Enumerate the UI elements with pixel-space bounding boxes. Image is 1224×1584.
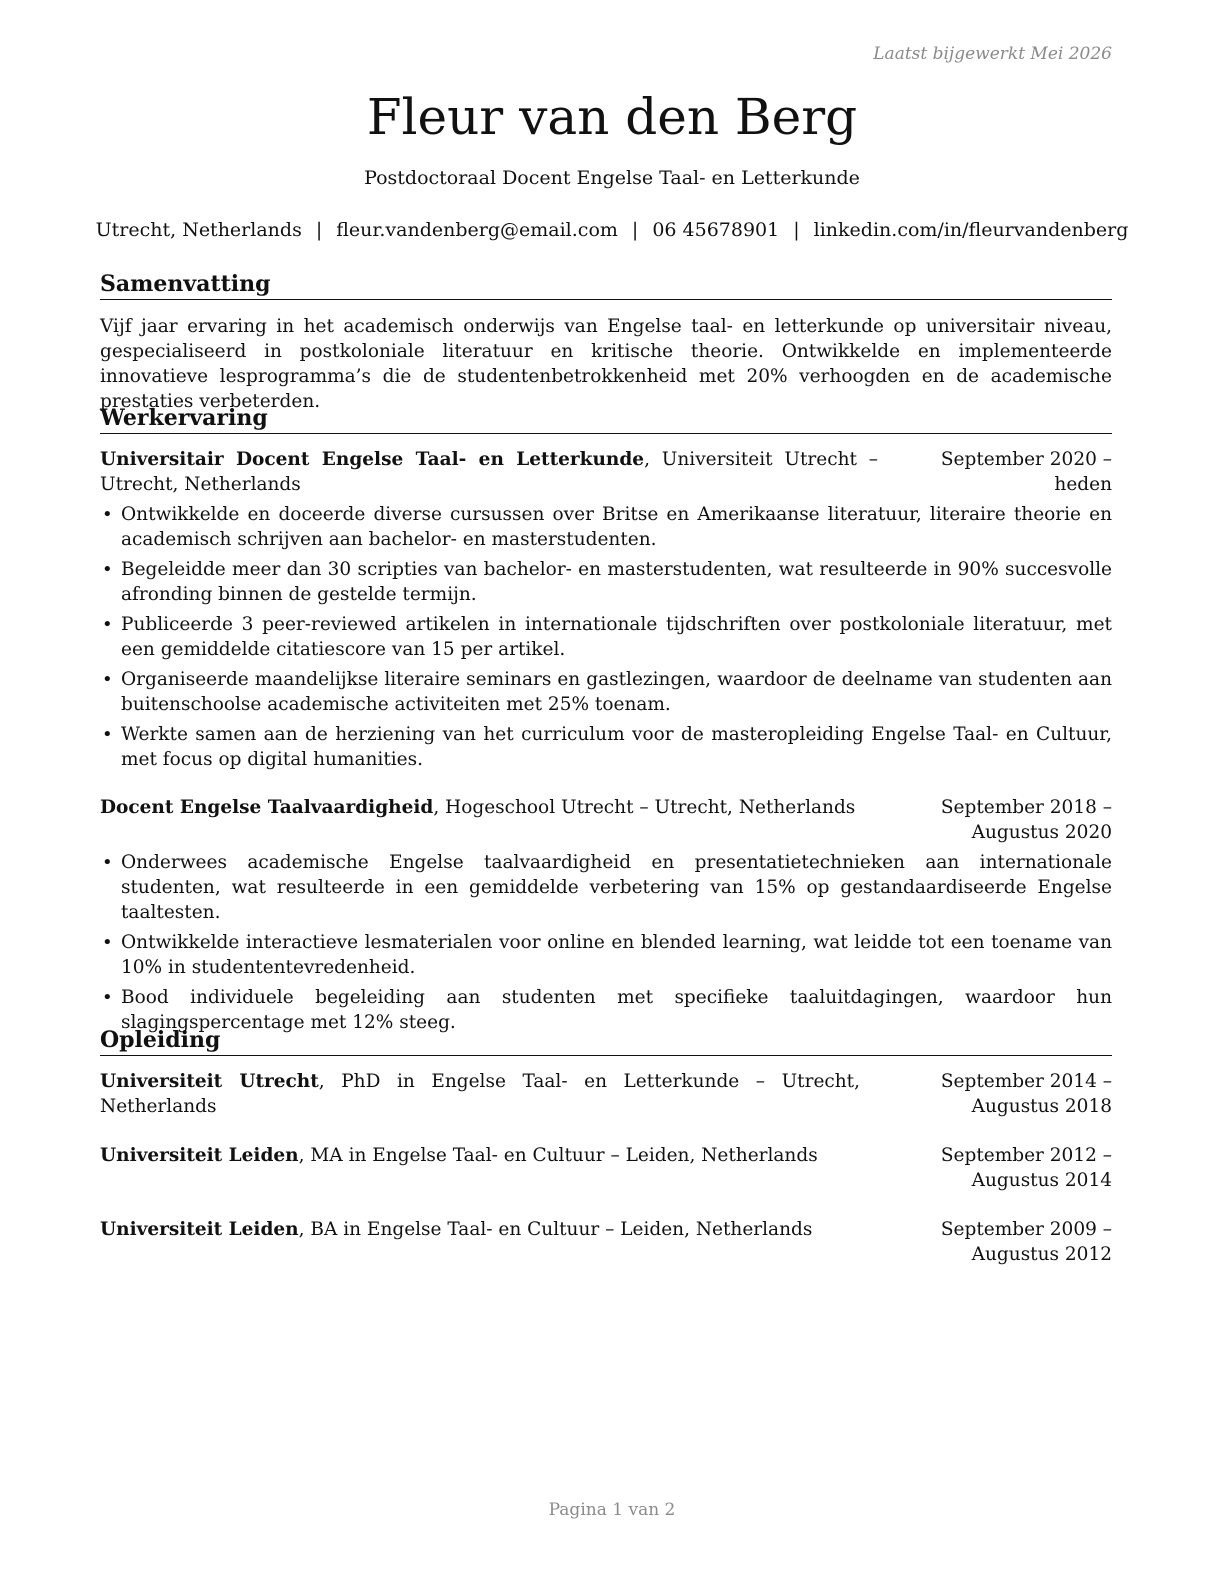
contact-separator: |: [631, 219, 639, 241]
education-entry: [100, 1217, 1112, 1267]
education-school: Universiteit Leiden: [100, 1219, 299, 1240]
job-role: Universitair Docent Engelse Taal- en Letterkunde: [100, 449, 645, 470]
contact-email[interactable]: fleur.vandenberg@email.com: [336, 219, 618, 241]
education-dates: September 2009 – Augustus 2012: [940, 1219, 1112, 1265]
contact-location: Utrecht, Netherlands: [95, 219, 302, 241]
education-header: [100, 1143, 1112, 1193]
job-entry: [100, 795, 1112, 1035]
education-detail: , PhD in Engelse Taal- en Letterkunde – Utrecht, Netherlands: [100, 1071, 860, 1117]
contact-linkedin[interactable]: linkedin.com/in/fleurvandenberg: [813, 219, 1129, 241]
summary-section: [100, 270, 1112, 414]
section-title: Opleiding: [100, 1026, 1112, 1056]
contact-line: [0, 219, 1224, 241]
section-title: Werkervaring: [100, 404, 1112, 434]
job-org: , Universiteit Utrecht – Utrecht, Netherlands: [100, 449, 878, 495]
list-item: • Ontwikkelde en doceerde diverse cursussen over Britse en Amerikaanse literatuur, literaire theorie en academisch schrijven aan bachelor- en masterstudenten.: [100, 502, 1112, 552]
job-dates: September 2018 – Augustus 2020: [940, 797, 1112, 843]
education-section: [100, 1026, 1112, 1267]
job-title-line: [100, 795, 878, 820]
education-dates: September 2014 – Augustus 2018: [940, 1071, 1112, 1117]
list-item: • Werkte samen aan de herziening van het curriculum voor de masteropleiding Engelse Taal- en Cultuur, met focus op digital humanities.: [100, 722, 1112, 772]
education-entry: [100, 1069, 1112, 1119]
education-line: [100, 1217, 878, 1242]
job-header: [100, 795, 1112, 845]
job-role: Docent Engelse Taalvaardigheid: [100, 797, 434, 818]
job-org: , Hogeschool Utrecht – Utrecht, Netherlands: [433, 797, 856, 818]
education-dates: September 2012 – Augustus 2014: [940, 1145, 1112, 1191]
education-school: Universiteit Utrecht: [100, 1071, 319, 1092]
candidate-title: Postdoctoraal Docent Engelse Taal- en Letterkunde: [364, 167, 860, 189]
section-title: Samenvatting: [100, 270, 1112, 300]
last-updated: Laatst bijgewerkt Mei 2026: [873, 44, 1112, 64]
candidate-name: Fleur van den Berg: [366, 88, 858, 146]
education-school: Universiteit Leiden: [100, 1145, 299, 1166]
education-detail: , BA in Engelse Taal- en Cultuur – Leiden, Netherlands: [298, 1219, 813, 1240]
contact-separator: |: [793, 219, 800, 241]
job-bullets: [100, 502, 1112, 772]
list-item: • Organiseerde maandelijkse literaire seminars en gastlezingen, waardoor de deelname van studenten aan buitenschoolse academische activiteiten met 25% toenam.: [100, 667, 1112, 717]
education-entry: [100, 1143, 1112, 1193]
list-item: • Ontwikkelde interactieve lesmaterialen voor online en blended learning, wat leidde tot een toename van 10% in studententevredenheid.: [100, 930, 1112, 980]
list-item: • Onderwees academische Engelse taalvaardigheid en presentatietechnieken aan internationale studenten, wat resulteerde in een gemiddelde verbetering van 15% op gestandaardiseerde Engelse taaltesten.: [100, 850, 1112, 925]
list-item: • Begeleidde meer dan 30 scripties van bachelor- en masterstudenten, wat resulteerde in 90% succesvolle afronding binnen de gestelde termijn.: [100, 557, 1112, 607]
education-line: [100, 1069, 878, 1119]
list-item: • Publiceerde 3 peer-reviewed artikelen in internationale tijdschriften over postkoloniale literatuur, met een gemiddelde citatiescore van 15 per artikel.: [100, 612, 1112, 662]
job-header: [100, 447, 1112, 497]
job-entry: [100, 447, 1112, 772]
job-title-line: [100, 447, 896, 497]
contact-phone: 06 45678901: [652, 219, 780, 241]
education-line: [100, 1143, 878, 1168]
contact-separator: |: [315, 219, 323, 241]
job-bullets: [100, 850, 1112, 1035]
education-header: [100, 1217, 1112, 1267]
summary-text: Vijf jaar ervaring in het academisch onderwijs van Engelse taal- en letterkunde op universitair niveau, gespecialiseerd in postkoloniale literatuur en kritische theorie. Ontwikkelde en implementeerde innovatieve lesprogramma’s die de studentenbetrokkenheid met 20% verhoogden en de academische prestaties verbeterden.: [100, 316, 1112, 412]
job-dates: September 2020 – heden: [940, 449, 1112, 495]
experience-section: [100, 404, 1112, 1035]
education-header: [100, 1069, 1112, 1119]
education-detail: , MA in Engelse Taal- en Cultuur – Leiden, Netherlands: [298, 1145, 818, 1166]
page-number: Pagina 1 van 2: [548, 1500, 676, 1520]
list-item: • Bood individuele begeleiding aan studenten met specifieke taaluitdagingen, waardoor hun slagingspercentage met 12% steeg.: [100, 985, 1112, 1035]
